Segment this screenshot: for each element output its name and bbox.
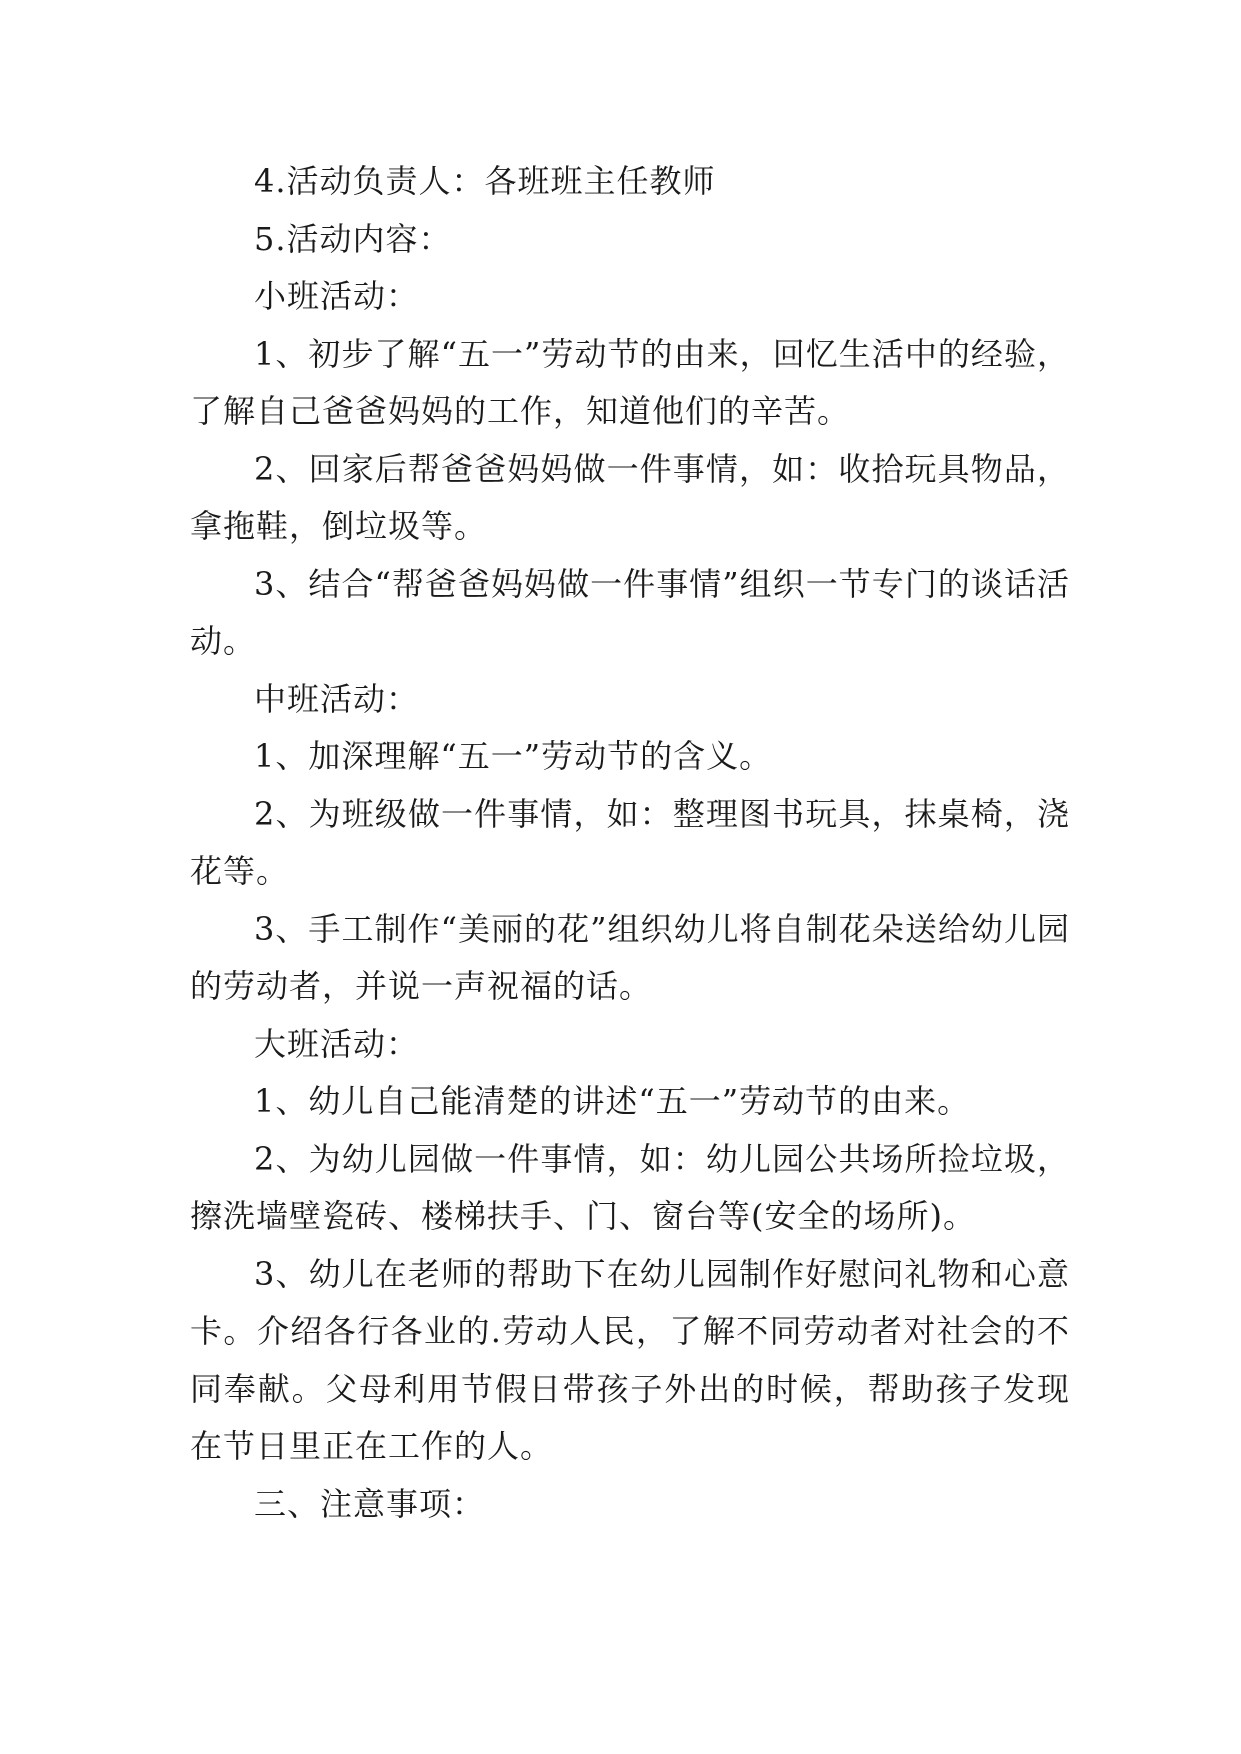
paragraph-small-class-heading: 小班活动： <box>254 277 420 315</box>
paragraph-responsible-person: 4.活动负责人：各班班主任教师 <box>254 162 716 200</box>
document-page <box>190 153 1070 1533</box>
paragraph-middle-class-item-3: 3、手工制作“美丽的花”组织幼儿将自制花朵送给幼儿园的劳动者，并说一声祝福的话。 <box>190 909 1070 1005</box>
paragraph-middle-class-item-1: 1、加深理解“五一”劳动节的含义。 <box>254 737 773 775</box>
paragraph-large-class-item-3: 3、幼儿在老师的帮助下在幼儿园制作好慰问礼物和心意卡。介绍各行各业的.劳动人民，了解不同劳动者对社会的不同奉献。父母利用节假日带孩子外出的时候，帮助孩子发现在节日里正在工作的人。 <box>190 1254 1070 1465</box>
paragraph-middle-class-item-2: 2、为班级做一件事情，如：整理图书玩具，抹桌椅，浇花等。 <box>190 794 1070 890</box>
paragraph-middle-class-heading: 中班活动： <box>254 679 420 718</box>
paragraph-small-class-item-1: 1、初步了解“五一”劳动节的由来，回忆生活中的经验，了解自己爸爸妈妈的工作，知道他们的辛苦。 <box>190 334 1070 430</box>
paragraph-activity-content-heading: 5.活动内容： <box>254 219 452 258</box>
paragraph-large-class-item-2: 2、为幼儿园做一件事情，如：幼儿园公共场所捡垃圾，擦洗墙壁瓷砖、楼梯扶手、门、窗台等(安全的场所)。 <box>190 1139 1070 1235</box>
paragraph-small-class-item-2: 2、回家后帮爸爸妈妈做一件事情，如：收拾玩具物品，拿拖鞋，倒垃圾等。 <box>190 449 1070 545</box>
paragraph-small-class-item-3: 3、结合“帮爸爸妈妈做一件事情”组织一节专门的谈话活动。 <box>190 564 1070 660</box>
paragraph-notes-heading: 三、注意事项： <box>254 1484 486 1523</box>
paragraph-large-class-item-1: 1、幼儿自己能清楚的讲述“五一”劳动节的由来。 <box>254 1082 971 1120</box>
paragraph-large-class-heading: 大班活动： <box>254 1024 420 1063</box>
